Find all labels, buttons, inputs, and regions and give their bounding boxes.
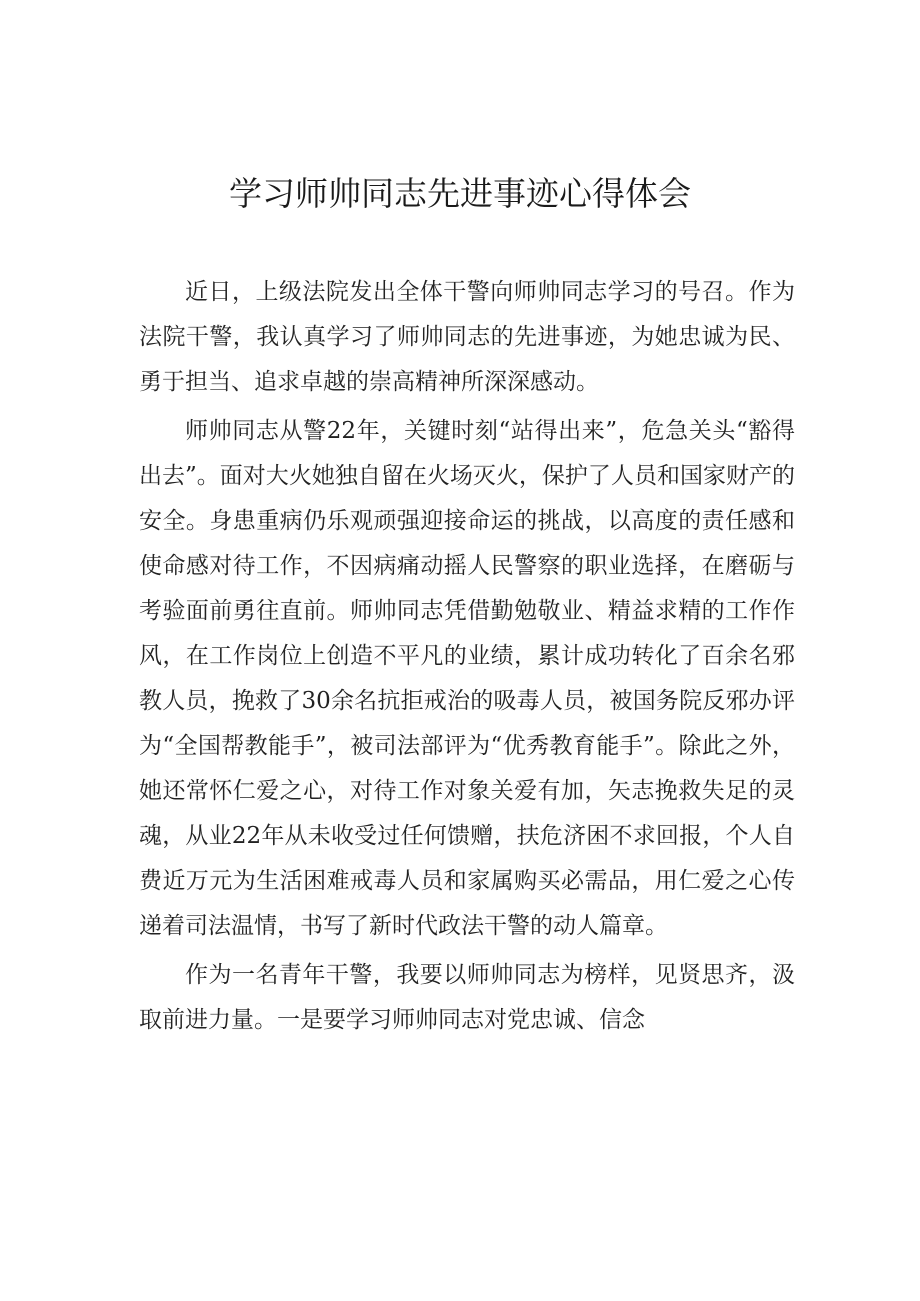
paragraph-3: 作为一名青年干警，我要以师帅同志为榜样，见贤思齐，汲取前进力量。一是要学习师帅同志对党忠诚、信念 bbox=[139, 962, 795, 1033]
document-body bbox=[139, 270, 795, 1047]
document-title: 学习师帅同志先进事迹心得体会 bbox=[229, 174, 691, 213]
paragraph-2: 师帅同志从警22年，关键时刻“站得出来”，危急关头“豁得出去”。面对大火她独自留在火场灭火，保护了人员和国家财产的安全。身患重病仍乐观顽强迎接命运的挑战，以高度的责任感和使命感对待工作，不因病痛动摇人民警察的职业选择，在磨砺与考验面前勇往直前。师帅同志凭借勤勉敬业、精益求精的工作作风，在工作岗位上创造不平凡的业绩，累计成功转化了百余名邪教人员，挽救了30余名抗拒戒治的吸毒人员，被国务院反邪办评为“全国帮教能手”，被司法部评为“优秀教育能手”。除此之外，她还常怀仁爱之心，对待工作对象关爱有加，矢志挽救失足的灵魂，从业22年从未收受过任何馈赠，扶危济困不求回报，个人自费近万元为生活困难戒毒人员和家属购买必需品，用仁爱之心传递着司法温情，书写了新时代政法干警的动人篇章。 bbox=[139, 418, 795, 939]
paragraph-1: 近日，上级法院发出全体干警向师帅同志学习的号召。作为法院干警，我认真学习了师帅同志的先进事迹，为她忠诚为民、勇于担当、追求卓越的崇高精神所深深感动。 bbox=[139, 279, 795, 395]
